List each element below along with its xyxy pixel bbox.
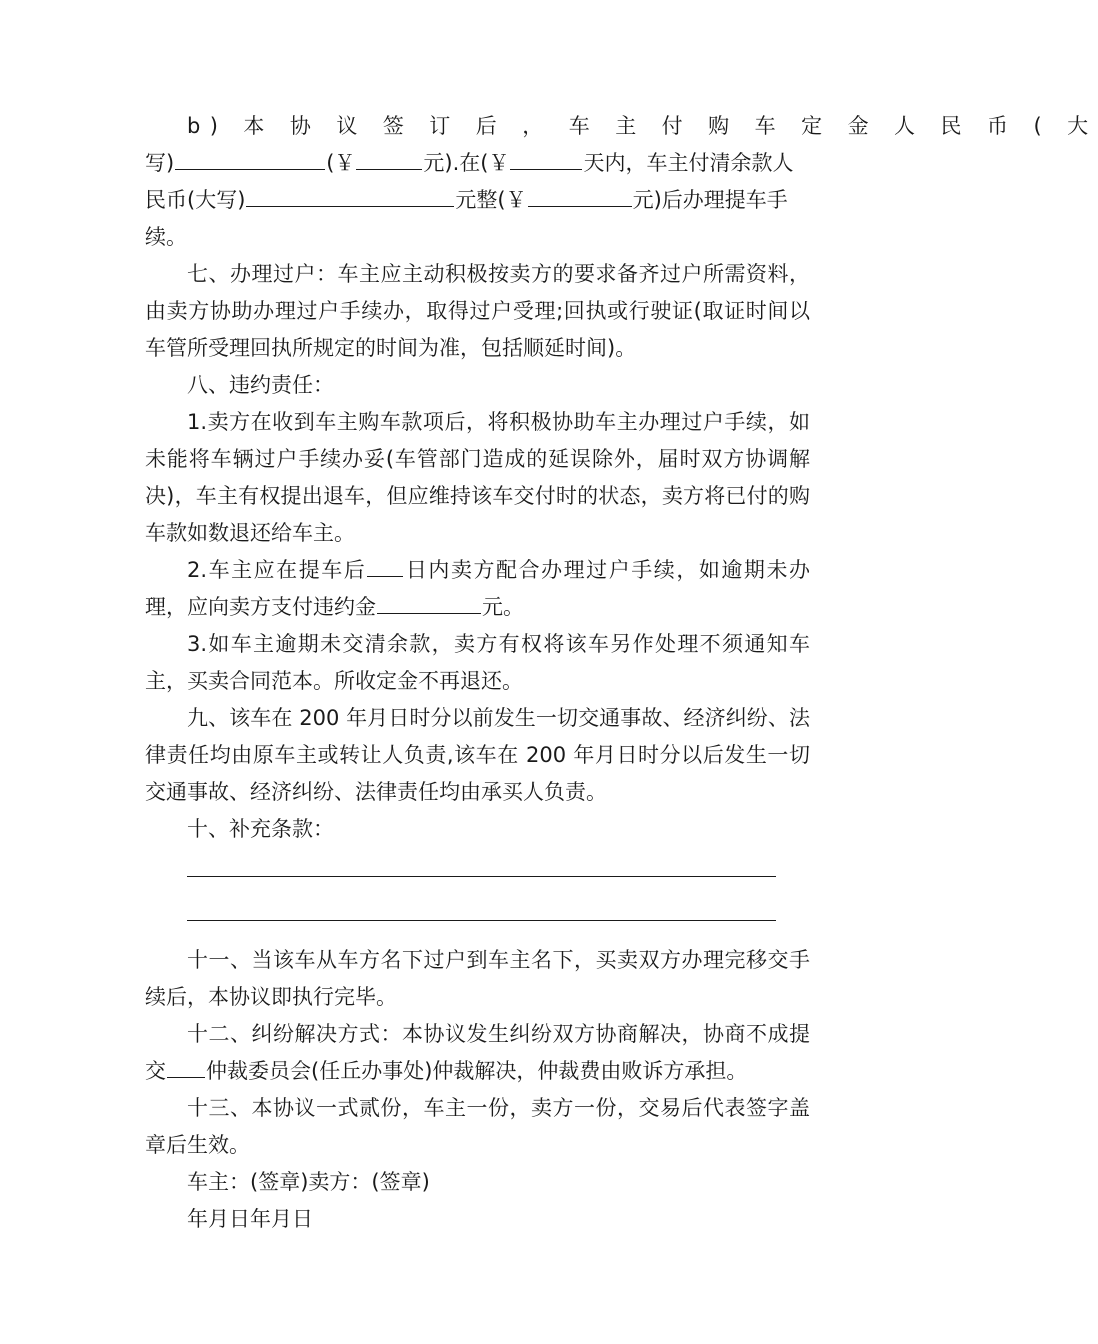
clause-b-line-4: 续。: [145, 225, 187, 249]
clause-b-text: 元).在(￥: [423, 151, 510, 175]
blank-transfer-days: [367, 556, 403, 577]
document-body: [145, 108, 1098, 1238]
blank-days: [510, 149, 582, 170]
clause-b-text: 天内，车主付清余款人: [583, 151, 794, 175]
blank-penalty-amount: [377, 593, 481, 614]
blank-balance-upper: [246, 186, 454, 207]
blank-balance-number: [528, 186, 632, 207]
clause-9-liability: 九、该车在 200 年月日时分以前发生一切交通事故、经济纠纷、法律责任均由原车主或转让人负责,该车在 200 年月日时分以后发生一切交通事故、经济纠纷、法律责任均由承买人负责。: [145, 706, 810, 804]
clause-12-dispute: [145, 1016, 810, 1090]
clause-8-item-2-text: 2.车主应在提车后: [187, 558, 367, 582]
clause-8-heading: 八、违约责任：: [187, 373, 334, 397]
clause-8-item-2-text: 元。: [482, 595, 524, 619]
blank-amount-number: [356, 149, 422, 170]
supplementary-line-1: [187, 854, 776, 877]
supplementary-line-2: [187, 898, 776, 921]
clause-b-text: 民币(大写): [145, 188, 246, 212]
clause-b-text: 写): [145, 151, 175, 175]
clause-b-text: 元)后办理提车手: [632, 188, 788, 212]
clause-b-text: 元整(￥: [455, 188, 527, 212]
clause-8-item-2-text: 日内卖方配合办理过户手续，如逾期未办理，应向卖方支付违约金: [145, 558, 811, 619]
clause-8-item-3: 3.如车主逾期未交清余款，卖方有权将该车另作处理不须通知车主，买卖合同范本。所收定金不再退还。: [145, 632, 810, 693]
blank-amount-upper: [175, 149, 325, 170]
signature-line: 车主：(签章)卖方：(签章): [187, 1170, 430, 1194]
blank-arbitration-body: [167, 1057, 205, 1078]
clause-12-text: 十二、纠纷解决方式：本协议发生纠纷双方协商解决，协商不成提交: [145, 1022, 810, 1083]
signature-date: 年月日年月日: [187, 1207, 313, 1231]
clause-b: [145, 108, 1098, 256]
clause-10-heading: 十、补充条款：: [187, 817, 334, 841]
clause-8-item-2: [145, 552, 810, 626]
clause-b-line-3: [145, 182, 810, 219]
clause-b-line-1: b) 本 协 议 签 订 后 ， 车 主 付 购 车 定 金 人 民 币 ( 大: [187, 114, 1098, 138]
clause-b-text: (￥: [326, 151, 356, 175]
clause-12-text: 仲裁委员会(任丘办事处)仲裁解决，仲裁费由败诉方承担。: [206, 1059, 748, 1083]
clause-7-transfer: 七、办理过户：车主应主动积极按卖方的要求备齐过户所需资料，由卖方协助办理过户手续办，取得过户受理;回执或行驶证(取证时间以车管所受理回执所规定的时间为准，包括顺延时间)。: [145, 262, 810, 360]
supplementary-terms-area: [145, 848, 810, 921]
clause-13-copies: 十三、本协议一式贰份，车主一份，卖方一份，交易后代表签字盖章后生效。: [145, 1096, 810, 1157]
clause-8-item-1: 1.卖方在收到车主购车款项后，将积极协助车主办理过户手续，如未能将车辆过户手续办妥(车管部门造成的延误除外，届时双方协调解决)，车主有权提出退车，但应维持该车交付时的状态，卖方将已付的购车款如数退还给车主。: [145, 410, 810, 545]
clause-b-line-2: [145, 145, 810, 182]
clause-11-completion: 十一、当该车从车方名下过户到车主名下，买卖双方办理完移交手续后，本协议即执行完毕。: [145, 948, 810, 1009]
